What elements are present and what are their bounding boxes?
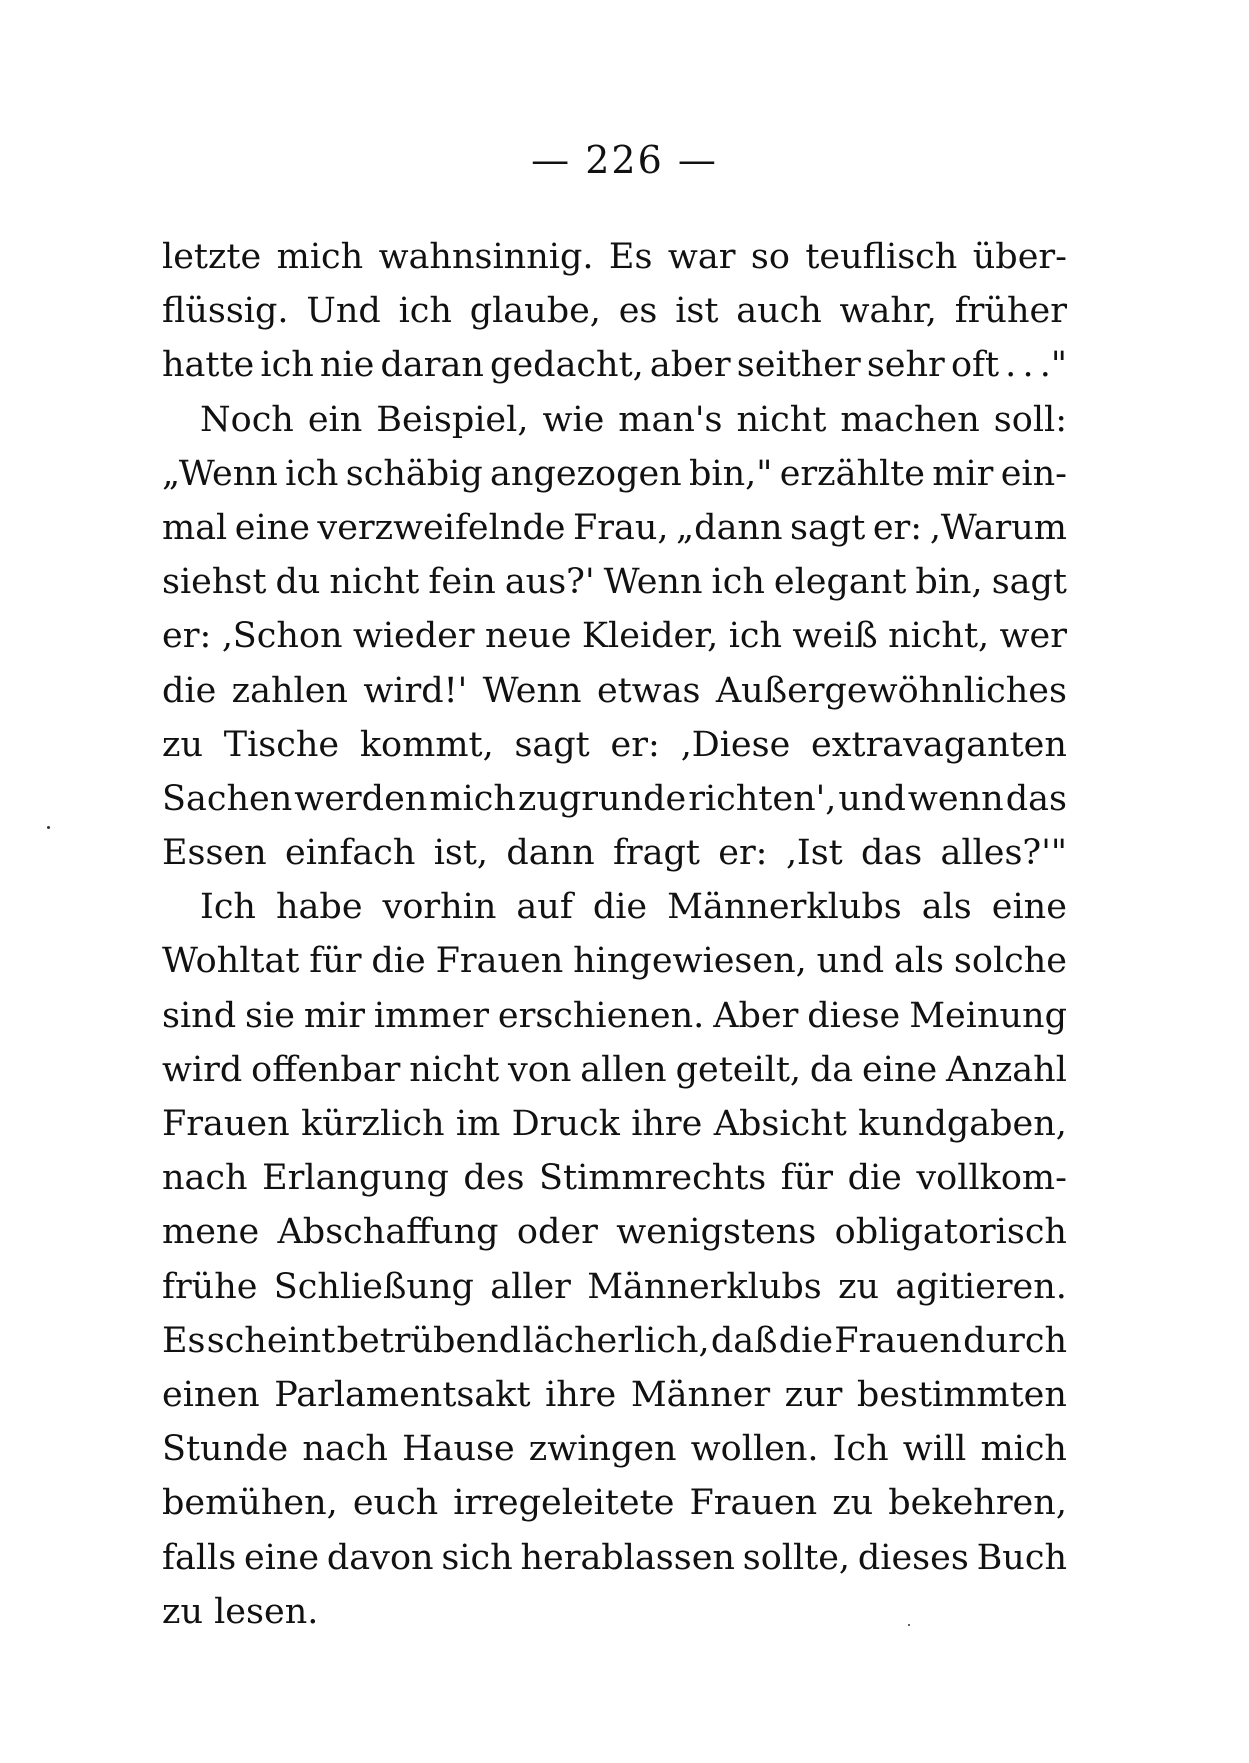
word: Ich (832, 1429, 889, 1470)
word: wenigstens (616, 1212, 817, 1253)
word: aber (649, 345, 731, 386)
word: Schließung (273, 1266, 474, 1307)
word: es (618, 291, 658, 332)
word: Kleider, (581, 616, 719, 657)
word: er: (872, 507, 923, 548)
text-line (162, 989, 1067, 1043)
word: siehst (162, 562, 267, 603)
word: die (592, 887, 648, 928)
word: zu (162, 724, 203, 765)
word: erschienen. (497, 995, 705, 1036)
word: sagt (991, 562, 1067, 603)
word: das (861, 833, 923, 874)
word: so (750, 237, 790, 277)
word: Erlangung (262, 1158, 449, 1199)
word: Es (608, 237, 653, 277)
word: er: (162, 616, 212, 657)
text-line (162, 609, 1067, 663)
word: letzte (162, 237, 262, 277)
word: Wohltat (162, 941, 300, 982)
word: nicht (329, 562, 420, 603)
word: Stimmrechts (539, 1158, 767, 1199)
word: war (667, 237, 736, 277)
word: auf (516, 887, 573, 928)
word: Frauen (162, 1104, 290, 1144)
word: zahlen (231, 670, 348, 711)
word: als (921, 887, 972, 928)
word: nach (162, 1158, 248, 1199)
word: ein (307, 399, 363, 440)
word: ‚Schon (221, 616, 343, 657)
text-line (162, 1151, 1067, 1205)
scan-speck (47, 826, 50, 829)
text-line (162, 1043, 1067, 1097)
word: „Wenn (162, 453, 278, 494)
word: irregeleitete (453, 1483, 675, 1524)
word: mich (429, 778, 516, 819)
word: sollte, (742, 1537, 851, 1578)
word: mene (162, 1212, 260, 1253)
word: vorhin (382, 887, 497, 928)
word: geteilt, (675, 1049, 802, 1090)
word: auch (736, 291, 822, 332)
word: falls (162, 1537, 237, 1578)
word: Hause (402, 1429, 515, 1470)
word: ich (711, 562, 765, 603)
word: Außergewöhnliches (715, 670, 1067, 711)
word: Es (162, 1320, 206, 1361)
word: Druck (511, 1104, 620, 1144)
word: wird!' (363, 670, 468, 711)
word: schäbig (345, 453, 483, 494)
word: ihre (631, 1104, 703, 1144)
word: wieder (352, 616, 475, 657)
word: Abschaffung (277, 1212, 499, 1253)
word: Männerklubs (587, 1266, 822, 1307)
word: alles?'" (940, 833, 1067, 874)
word: elegant (773, 562, 907, 603)
word: man's (618, 399, 723, 440)
word: Anzahl (946, 1049, 1067, 1090)
word: neue (485, 616, 572, 657)
word: bin, (915, 562, 983, 603)
word: machen (840, 399, 980, 440)
word: ich (260, 345, 314, 386)
text-line (162, 284, 1067, 338)
word: für (309, 941, 362, 982)
scan-speck (908, 1624, 910, 1626)
word: euch (352, 1483, 439, 1524)
text-line (162, 1260, 1067, 1314)
text-line (162, 826, 1067, 880)
word: diese (807, 995, 901, 1036)
word: als (894, 941, 945, 982)
word: sehr (866, 345, 945, 386)
word: die (371, 941, 426, 982)
word: oder (516, 1212, 598, 1253)
word: obligatorisch (834, 1212, 1067, 1253)
word: wenn (907, 778, 1004, 819)
word: richten', (688, 778, 837, 819)
word: früher (954, 291, 1067, 332)
word: Tische (223, 724, 340, 765)
word: mir (932, 453, 994, 494)
word: werden (294, 778, 428, 819)
word: davon (326, 1537, 434, 1578)
word: bemühen, (162, 1483, 338, 1524)
word: bekehren, (888, 1483, 1067, 1524)
word: und (816, 941, 885, 982)
body-text (162, 230, 1067, 1639)
word: nie (319, 345, 375, 386)
word: ist, (433, 833, 489, 874)
word: mal (162, 507, 228, 548)
word: Aber (713, 995, 799, 1036)
word: betrübend (336, 1320, 522, 1361)
word: ich (398, 291, 452, 332)
word: da (809, 1049, 854, 1090)
word: mich (276, 237, 364, 277)
word: bestimmten (856, 1374, 1067, 1415)
paragraph-start-line (162, 393, 1067, 447)
text-line (162, 1368, 1067, 1422)
word: du (275, 562, 321, 603)
word: eine (862, 1049, 938, 1090)
word: bin," (689, 453, 773, 494)
word: herablassen (520, 1537, 735, 1578)
word: mich (980, 1429, 1067, 1470)
word: hingewiesen, (573, 941, 807, 982)
word: ich (285, 453, 339, 494)
word: sagt (514, 724, 590, 765)
word: immer (373, 995, 489, 1036)
word: offenbar (251, 1049, 401, 1090)
page-number: — 226 — (531, 138, 718, 182)
word: nicht (736, 399, 827, 440)
word: dann (506, 833, 595, 874)
word: ihre (545, 1374, 617, 1415)
text-line (162, 501, 1067, 555)
word: Frau, (572, 507, 669, 548)
text-line (162, 338, 1067, 392)
word: weiß (792, 616, 878, 657)
word: wie (542, 399, 605, 440)
text-line: zu lesen. (162, 1591, 319, 1632)
word: daran (380, 345, 484, 386)
text-line (162, 934, 1067, 988)
text-line (162, 772, 1067, 826)
word: oft (950, 345, 1000, 386)
word: durch (963, 1320, 1067, 1361)
word: aus?' (504, 562, 595, 603)
word: allen (580, 1049, 667, 1090)
word: Noch (200, 399, 294, 440)
word: verzweifelnde (317, 507, 566, 548)
word: teuflisch (805, 237, 958, 277)
word: seither (736, 345, 861, 386)
word: angezogen (490, 453, 682, 494)
word: extravaganten (811, 724, 1067, 765)
word: von (507, 1049, 572, 1090)
word: solche (953, 941, 1067, 982)
word: Buch (976, 1537, 1067, 1578)
word: sich (441, 1537, 513, 1578)
word: Meinung (909, 995, 1067, 1036)
text-line (162, 664, 1067, 718)
word: einen (162, 1374, 260, 1415)
word: Und (306, 291, 381, 332)
text-line (162, 555, 1067, 609)
word: des (463, 1158, 525, 1199)
word: etwas (596, 670, 701, 711)
word: zu (832, 1483, 874, 1524)
word: scheint (206, 1320, 336, 1361)
word: eine (991, 887, 1067, 928)
word: eine (243, 1537, 320, 1578)
word: nicht, (888, 616, 990, 657)
word: Beispiel, (376, 399, 529, 440)
word: die (778, 1320, 834, 1361)
word: Frauen (689, 1483, 818, 1524)
word: für (780, 1158, 834, 1199)
word: das (1005, 778, 1067, 819)
word: die (162, 670, 217, 711)
text-line (162, 1422, 1067, 1476)
word: . (1022, 345, 1034, 386)
word: vollkom- (916, 1158, 1067, 1199)
word: wer (999, 616, 1067, 657)
word: fragt (612, 833, 700, 874)
word: fein (428, 562, 496, 603)
word: daß (710, 1320, 778, 1361)
word: wahnsinnig. (378, 237, 594, 277)
word: er: (610, 724, 660, 765)
paragraph-start-line (162, 880, 1067, 934)
word: agitieren. (895, 1266, 1067, 1307)
word: Sachen (162, 778, 293, 819)
word: sind (162, 995, 237, 1036)
word: zugrunde (517, 778, 687, 819)
word: ." (1039, 345, 1067, 386)
text-line (162, 1314, 1067, 1368)
word: „dann (676, 507, 783, 548)
word: nach (302, 1429, 388, 1470)
word: ich (728, 616, 783, 657)
word: zu (838, 1266, 880, 1307)
word: soll: (993, 399, 1067, 440)
word: kürzlich (301, 1104, 445, 1144)
word: einfach (285, 833, 416, 874)
word: flüssig. (162, 291, 289, 332)
word: Essen (162, 833, 267, 874)
word: . (1005, 345, 1017, 386)
word: die (847, 1158, 902, 1199)
word: Wenn (482, 670, 582, 711)
word: und (838, 778, 906, 819)
word: mir (303, 995, 365, 1036)
word: Ich (200, 887, 256, 928)
word: aller (490, 1266, 571, 1307)
word: dieses (857, 1537, 969, 1578)
word: habe (276, 887, 363, 928)
word: kundgaben, (858, 1104, 1067, 1144)
word: er: (718, 833, 768, 874)
word: wollen. (690, 1429, 819, 1470)
word: hatte (162, 345, 255, 386)
word: Männer (630, 1374, 771, 1415)
word: über- (972, 237, 1067, 277)
word: zur (784, 1374, 843, 1415)
word: will (902, 1429, 967, 1470)
word: ‚Diese (680, 724, 791, 765)
word: kommt, (359, 724, 494, 765)
word: Parlamentsakt (274, 1374, 531, 1415)
word: wahr, (839, 291, 937, 332)
word: sagt (790, 507, 866, 548)
word: Männerklubs (667, 887, 902, 928)
word: ist (675, 291, 719, 332)
word: lächerlich, (522, 1320, 710, 1361)
word: Frauen (834, 1320, 962, 1361)
text-line (162, 447, 1067, 501)
text-line (162, 1097, 1067, 1151)
text-line (162, 718, 1067, 772)
text-line (162, 230, 1067, 284)
word: erzählte (779, 453, 925, 494)
word: frühe (162, 1266, 258, 1307)
word: wird (162, 1049, 243, 1090)
word: gedacht, (490, 345, 644, 386)
word: eine (234, 507, 310, 548)
word: ‚Ist (785, 833, 843, 874)
text-line (162, 1476, 1067, 1530)
word: glaube, (469, 291, 601, 332)
word: Wenn (603, 562, 703, 603)
word: im (455, 1104, 501, 1144)
word: Absicht (713, 1104, 847, 1144)
text-line (162, 1205, 1067, 1259)
word: ‚Warum (929, 507, 1067, 548)
text-line (162, 1531, 1067, 1585)
word: Stunde (162, 1429, 289, 1470)
word: zwingen (528, 1429, 677, 1470)
word: sie (245, 995, 295, 1036)
word: Frauen (435, 941, 564, 982)
word: ein- (1000, 453, 1067, 494)
word: nicht (409, 1049, 500, 1090)
